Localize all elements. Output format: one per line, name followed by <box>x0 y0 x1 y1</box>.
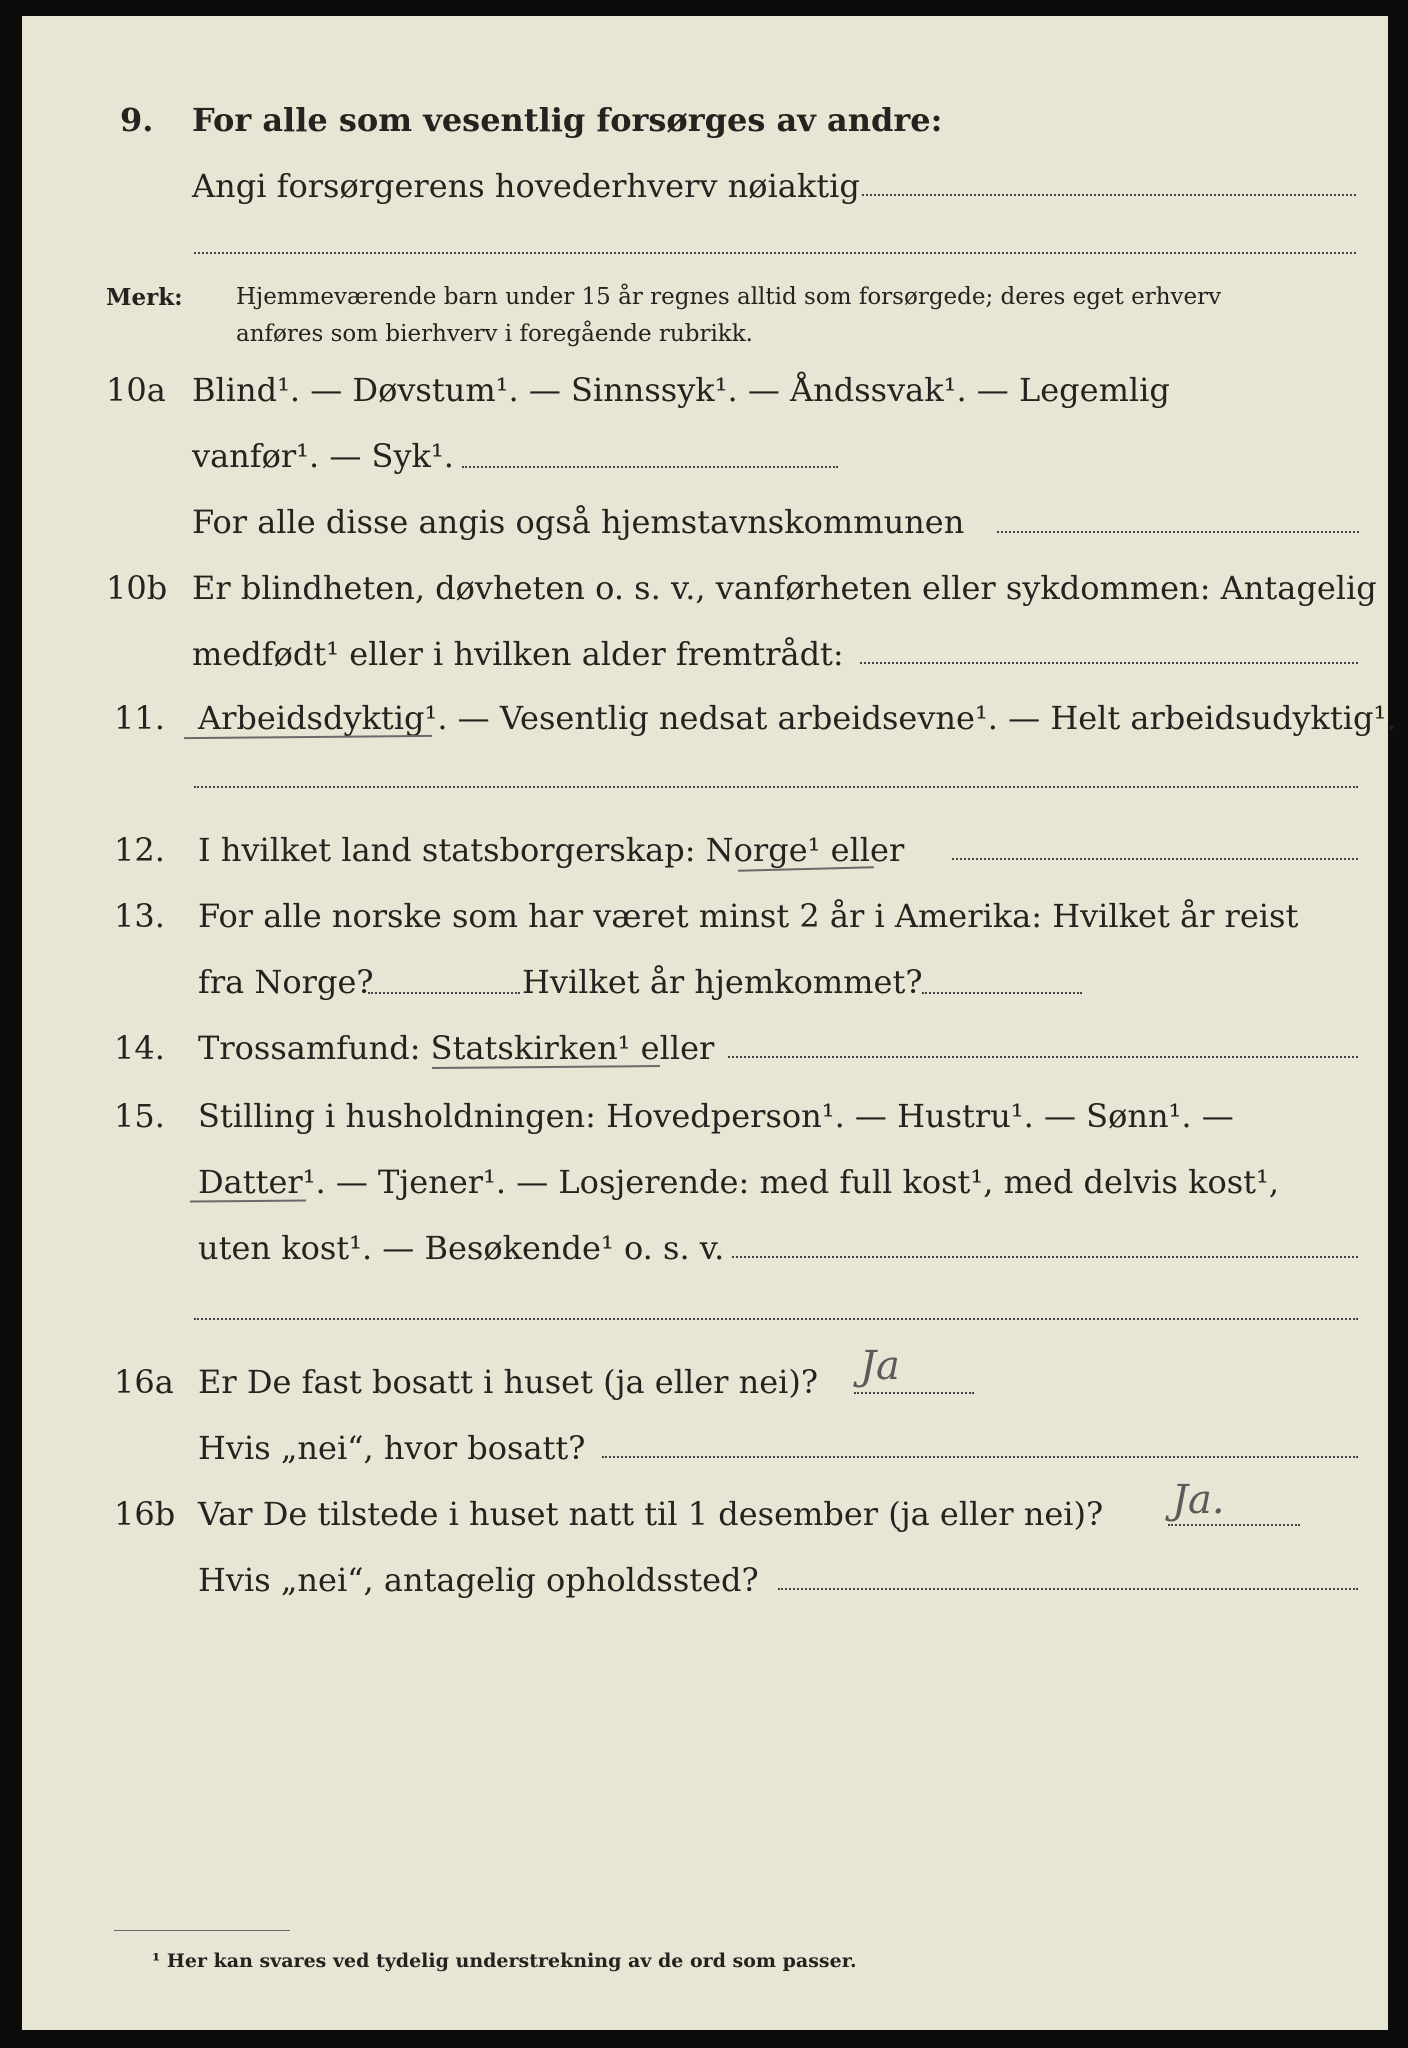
q15-line2: Datter¹. — Tjener¹. — Losjerende: med full kost¹, med delvis kost¹, <box>198 1163 1280 1201</box>
q16a-bosatt-line <box>602 1456 1358 1458</box>
q16b-opholdssted-line <box>778 1588 1358 1590</box>
q10a-line3: For alle disse angis også hjemstavnskommunen <box>192 503 965 541</box>
q13-number: 13. <box>114 897 165 935</box>
q10a-line1: Blind¹. — Døvstum¹. — Sinnssyk¹. — Åndssvak¹. — Legemlig <box>192 371 1170 409</box>
q10a-syk-line <box>462 466 838 468</box>
q9-number: 9. <box>120 101 154 139</box>
merk-line2: anføres som bierhverv i foregående rubrikk. <box>236 321 753 347</box>
q14-number: 14. <box>114 1029 165 1067</box>
q15-line1: Stilling i husholdningen: Hovedperson¹. — Hustru¹. — Sønn¹. — <box>198 1097 1234 1135</box>
q13-line2a: fra Norge? <box>198 963 374 1001</box>
q13-reist-line <box>368 992 520 994</box>
q16b-answer-line <box>1168 1524 1300 1526</box>
q11-answer-line <box>194 786 1358 788</box>
q15-line3: uten kost¹. — Besøkende¹ o. s. v. <box>198 1229 725 1267</box>
q13-line1: For alle norske som har været minst 2 år i Amerika: Hvilket år reist <box>198 897 1299 935</box>
q14-line1: Trossamfund: Statskirken¹ eller <box>198 1029 715 1067</box>
census-form-page <box>22 16 1397 2030</box>
footnote-text: ¹ Her kan svares ved tydelig understrekning av de ord som passer. <box>152 1950 857 1972</box>
q16a-answer-line <box>854 1392 974 1394</box>
merk-line1: Hjemmeværende barn under 15 år regnes alltid som forsørgede; deres eget erhverv <box>236 284 1222 310</box>
merk-label: Merk: <box>106 284 183 311</box>
q13-line2b: Hvilket år hjemkommet? <box>522 963 923 1001</box>
q10a-kommune-line <box>997 531 1359 533</box>
q16b-number: 16b <box>114 1495 176 1533</box>
q15-answer-line-2 <box>194 1318 1358 1320</box>
q13-hjemkommet-line <box>922 992 1082 994</box>
q16b-line2: Hvis „nei“, antagelig opholdssted? <box>198 1561 759 1599</box>
footnote-divider <box>114 1930 290 1931</box>
q14-answer-line <box>728 1056 1358 1058</box>
q16b-handwritten-answer: Ja. <box>1172 1477 1225 1523</box>
q12-answer-line <box>952 858 1358 860</box>
q12-number: 12. <box>114 831 165 869</box>
q16a-number: 16a <box>114 1363 174 1401</box>
q11-number: 11. <box>114 699 165 737</box>
q9-line2: Angi forsørgerens hovederhverv nøiaktig <box>192 167 860 205</box>
q9-line1: For alle som vesentlig forsørges av andre: <box>192 101 943 139</box>
q15-answer-line <box>732 1256 1358 1258</box>
q16b-line1: Var De tilstede i huset natt til 1 desember (ja eller nei)? <box>198 1495 1104 1533</box>
q12-line1: I hvilket land statsborgerskap: Norge¹ eller <box>198 831 905 869</box>
q10b-line2: medfødt¹ eller i hvilken alder fremtrådt: <box>192 635 844 673</box>
q16a-line1: Er De fast bosatt i huset (ja eller nei)? <box>198 1363 819 1401</box>
q10b-number: 10b <box>106 569 168 607</box>
q16a-line2: Hvis „nei“, hvor bosatt? <box>198 1429 586 1467</box>
q10a-line2: vanfør¹. — Syk¹. <box>192 437 454 475</box>
q10b-line1: Er blindheten, døvheten o. s. v., vanførheten eller sykdommen: Antagelig <box>192 569 1377 607</box>
q16a-handwritten-answer: Ja <box>860 1343 900 1389</box>
q11-line1: Arbeidsdyktig¹. — Vesentlig nedsat arbeidsevne¹. — Helt arbeidsudyktig¹. <box>198 699 1397 737</box>
q15-number: 15. <box>114 1097 165 1135</box>
q15-underline-mark <box>190 1199 306 1202</box>
q10a-number: 10a <box>106 371 166 409</box>
q9-answer-line-2 <box>194 252 1356 254</box>
q9-answer-line <box>862 194 1356 196</box>
q10b-answer-line <box>860 662 1358 664</box>
